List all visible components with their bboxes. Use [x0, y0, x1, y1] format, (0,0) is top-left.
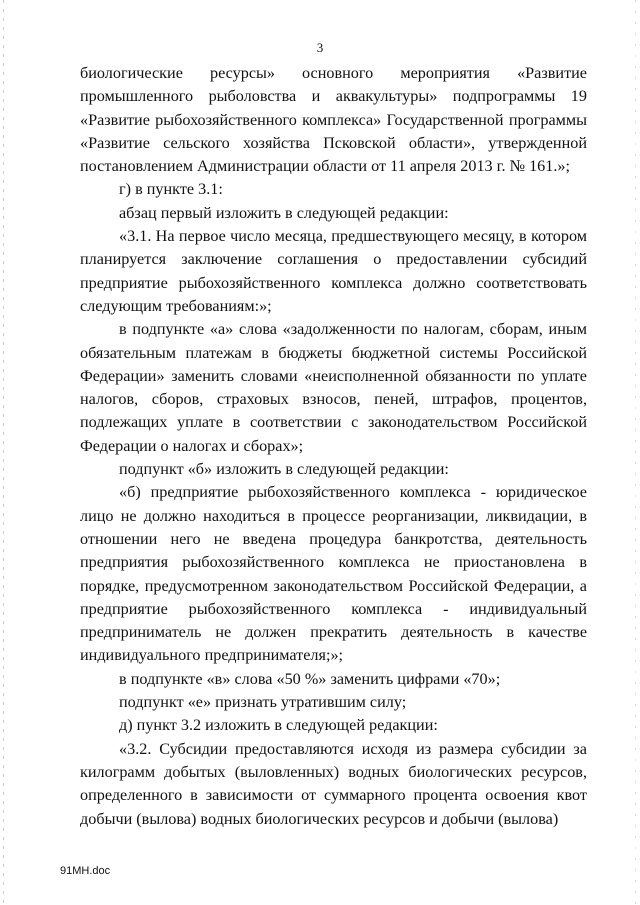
paragraph-item-g: г) в пункте 3.1: [119, 180, 223, 199]
paragraph-continuation: биологические ресурсы» основного мероприятия «Развитие промышленного рыболовства и аквакультуры» подпрограммы 19 «Развитие рыбохозяйственного комплекса» Государственной программы «Развитие сельского хозяйства Псковской области», утвержденной постановлением Администрации области от 11 апреля 2013 г. № 161.»; [80, 64, 587, 176]
paragraph-subitem-a: в подпункте «а» слова «задолженности по налогам, сборам, иным обязательным платежам в бюджеты бюджетной системы Российской Федерации» заменить словами «неисполненной обязанности по уплате налогов, сборов, страховых взносов, пеней, штрафов, процентов, подлежащих уплате в соответствии с законодательством Российской Федерации о налогах и сборах»; [80, 320, 587, 455]
document-body [80, 62, 587, 831]
paragraph-subitem-v: в подпункте «в» слова «50 %» заменить цифрами «70»; [119, 669, 501, 688]
paragraph-clause-3-1: «3.1. На первое число месяца, предшествующего месяцу, в котором планируется заключение соглашения о предоставлении субсидий предприятие рыбохозяйственного комплекса должно соответствовать следующим требованиям:»; [80, 227, 587, 315]
paragraph-subitem-e: подпункт «е» признать утратившим силу; [119, 693, 407, 712]
paragraph-clause-3-2: «3.2. Субсидии предоставляются исходя из размера субсидии за килограмм добытых (выловленных) водных биологических ресурсов, определенного в зависимости от суммарного процента освоения квот добычи (вылова) водных биологических ресурсов и добычи (вылова) [80, 739, 587, 828]
paragraph-item-d: д) пункт 3.2 изложить в следующей редакции: [119, 716, 438, 735]
file-name-footer: 91МН.doc [60, 865, 111, 877]
page-number: 3 [316, 40, 324, 55]
scan-edge-left [3, 0, 4, 905]
paragraph-first-para-instruction: абзац первый изложить в следующей редакции: [119, 203, 449, 222]
scan-edge-right [635, 0, 636, 905]
paragraph-subitem-b-instruction: подпункт «б» изложить в следующей редакции: [119, 460, 449, 479]
paragraph-subitem-b-text: «б) предприятие рыбохозяйственного комплекса - юридическое лицо не должно находиться в процессе реорганизации, ликвидации, в отношении него не введена процедура банкротства, деятельность предприятия рыбохозяйственного комплекса не приостановлена в порядке, предусмотренном законодательством Российской Федерации, а предприятие рыбохозяйственного комплекса - индивидуальный предприниматель не должен прекратить деятельность в качестве индивидуального предпринимателя;»; [80, 483, 587, 665]
